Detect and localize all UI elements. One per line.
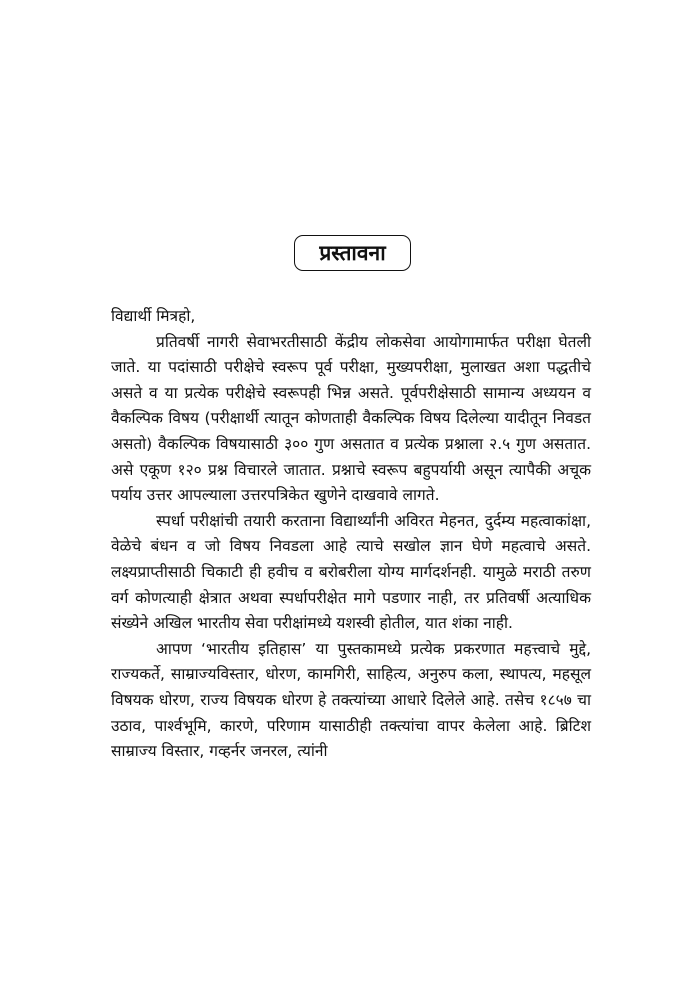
paragraph-3: आपण ‘भारतीय इतिहास’ या पुस्तकामध्ये प्रत्येक प्रकरणात महत्त्वाचे मुद्दे, राज्यकर्ते, साम्राज्यविस्तार, धोरण, कामगिरी, साहित्य, अनुरुप कला, स्थापत्य, महसूल विषयक धोरण, राज्य विषयक धोरण हे तक्त्यांच्या आधारे दिलेले आहे. तसेच १८५७ चा उठाव, पार्श्वभूमि, कारणे, परिणाम यासाठीही तक्त्यांचा वापर केलेला आहे. ब्रिटिश साम्राज्य विस्तार, गव्हर्नर जनरल, त्यांनी — [111, 639, 591, 761]
salutation: विद्यार्थी मित्रहो, — [111, 307, 196, 325]
paragraph-2: स्पर्धा परीक्षांची तयारी करताना विद्यार्थ्यांनी अविरत मेहनत, दुर्दम्य महत्वाकांक्षा, वेळेचे बंधन व जो विषय निवडला आहे त्याचे सखोल ज्ञान घेणे महत्वाचे असते. लक्ष्यप्राप्तीसाठी चिकाटी ही हवीच व बरोबरीला योग्य मार्गदर्शनही. यामुळे मराठी तरुण वर्ग कोणत्याही क्षेत्रात अथवा स्पर्धापरीक्षेत मागे पडणार नाही, तर प्रतिवर्षी अत्याधिक संख्येने अखिल भारतीय सेवा परीक्षांमध्ये यशस्वी होतील, यात शंका नाही. — [111, 511, 591, 633]
paragraph-1: प्रतिवर्षी नागरी सेवाभरतीसाठी केंद्रीय लोकसेवा आयोगामार्फत परीक्षा घेतली जाते. या पदांसाठी परीक्षेचे स्वरूप पूर्व परीक्षा, मुख्यपरीक्षा, मुलाखत अशा पद्धतीचे असते व या प्रत्येक परीक्षेचे स्वरूपही भिन्न असते. पूर्वपरीक्षेसाठी सामान्य अध्ययन व वैकल्पिक विषय (परीक्षार्थी त्यातून कोणताही वैकल्पिक विषय दिलेल्या यादीतून निवडत असतो) वैकल्पिक विषयासाठी ३०० गुण असतात व प्रत्येक प्रश्नाला २.५ गुण असतात. असे एकूण १२० प्रश्न विचारले जातात. प्रश्नाचे स्वरूप बहुपर्यायी असून त्यापैकी अचूक पर्याय उत्तर आपल्याला उत्तरपत्रिकेत खुणेने दाखवावे लागते. — [111, 332, 591, 505]
preface-body — [111, 304, 591, 765]
heading-box — [294, 235, 411, 271]
page-title: प्रस्तावना — [319, 241, 386, 265]
